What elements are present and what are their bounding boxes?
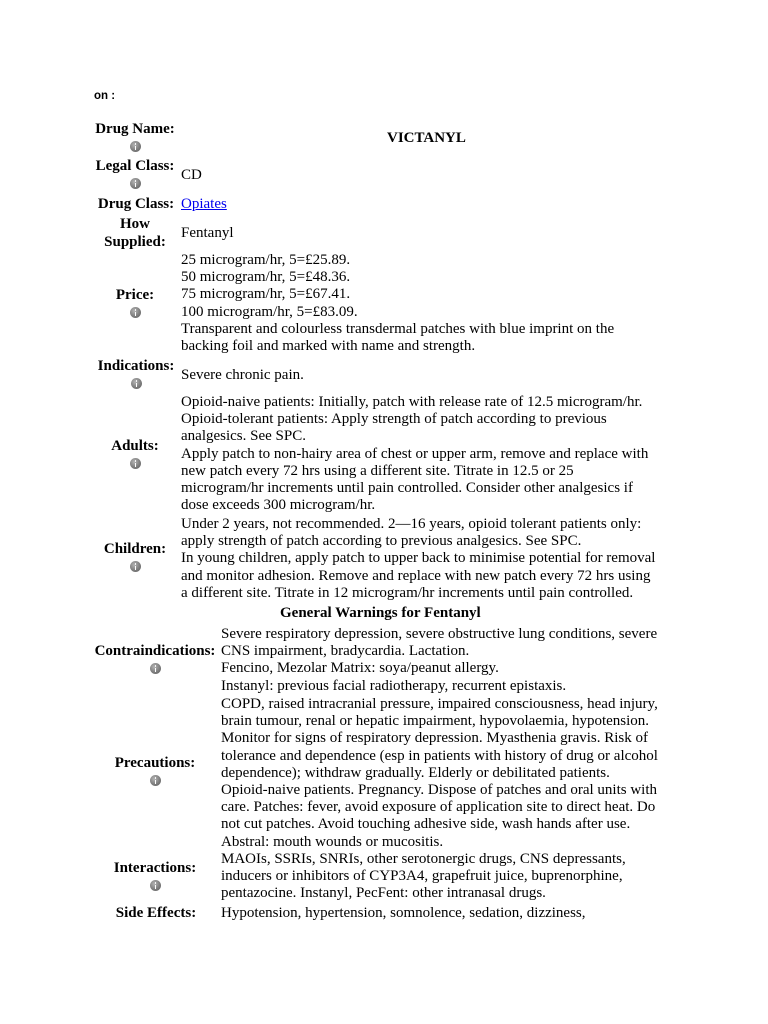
text-line: Monitor for signs of respiratory depression. Myasthenia gravis. Risk of [221,730,649,747]
how-supplied-label-block [98,216,172,251]
info-icon[interactable] [130,178,141,189]
side-effects-label: Side Effects: [115,905,197,921]
legal-class-label: Legal Class: [95,158,175,174]
text-line: inducers or inhibitors of CYP3A4, grapefruit juice, buprenorphine, [221,868,623,885]
how-supplied-value: Fentanyl [181,225,234,241]
info-icon[interactable] [150,880,161,891]
text-line: backing foil and marked with name and strength. [181,338,476,355]
general-warnings-title: General Warnings for Fentanyl [280,605,481,621]
text-line: Under 2 years, not recommended. 2—16 years, opioid tolerant patients only: [181,516,642,532]
text-line: In young children, apply patch to upper back to minimise potential for removal [181,550,656,567]
price-label: Price: [115,287,155,303]
precautions-label-block [112,755,198,786]
drug-class-link[interactable]: Opiates [181,196,227,212]
text-line: not cut patches. Avoid touching adhesive side, wash hands after use. [221,816,631,833]
contraindications-label-block [92,643,218,674]
text-line: Apply patch to non-hairy area of chest or upper arm, remove and replace with [181,445,649,462]
text-line: Opioid-naive patients: Initially, patch with release rate of 12.5 microgram/hr. [181,394,643,410]
text-line: Opioid-tolerant patients: Apply strength of patch according to previous [181,411,607,428]
text-line: CNS impairment, bradycardia. Lactation. [221,643,470,660]
text-line: apply strength of patch according to previous analgesics. See SPC. [181,533,582,550]
interactions-text [221,851,626,903]
children-label: Children: [103,541,167,557]
children-label-block [100,541,170,572]
text-line: dose exceeds 300 microgram/hr. [181,497,376,514]
text-line: microgram/hr increments until pain controlled. Consider other analgesics if [181,480,633,497]
children-text [181,516,655,602]
drug-name-label-block [94,121,176,152]
text-line: COPD, raised intracranial pressure, impaired consciousness, head injury, [221,696,658,712]
price-label-block [110,287,160,318]
text-line: Transparent and colourless transdermal patches with blue imprint on the [181,320,615,337]
info-icon[interactable] [130,458,141,469]
text-line: Opioid-naive patients. Pregnancy. Dispose of patches and oral units with [221,782,658,799]
indications-value: Severe chronic pain. [181,367,304,383]
text-line: a different site. Titrate in 12 microgram/hr increments until pain controlled. [181,584,634,601]
drug-class-value [181,196,227,213]
text-line: dependence); withdraw gradually. Elderly or debilitated patients. [221,764,610,781]
drug-name-value: VICTANYL [387,130,466,146]
text-line: analgesics. See SPC. [181,428,306,445]
text-line: Abstral: mouth wounds or mucositis. [221,833,444,850]
drug-class-label: Drug Class: [97,196,175,212]
contraindications-text [221,626,657,695]
price-text [181,252,614,355]
text-line: 50 microgram/hr, 5=£48.36. [181,269,351,286]
text-line: Fencino, Mezolar Matrix: soya/peanut allergy. [221,660,499,677]
text-line: tolerance and dependence (esp in patients with history of drug or alcohol [221,747,658,764]
adults-text [181,394,648,514]
text-line: 100 microgram/hr, 5=£83.09. [181,303,358,320]
text-line: care. Patches: fever, avoid exposure of application site to direct heat. Do [221,799,656,816]
interactions-label: Interactions: [113,860,197,876]
text-line: MAOIs, SSRIs, SNRIs, other serotonergic drugs, CNS depressants, [221,851,626,867]
page-header: on : [94,90,116,102]
text-line: Instanyl: previous facial radiotherapy, recurrent epistaxis. [221,677,567,694]
drug-class-label-block [96,196,176,213]
precautions-text [221,696,658,851]
interactions-label-block [111,860,199,891]
contraindications-label: Contraindications: [94,643,216,659]
text-line: brain tumour, renal or hepatic impairment, hypovolaemia, hypotension. [221,713,650,730]
text-line: and monitor adhesion. Remove and replace with new patch every 72 hrs using [181,567,651,584]
legal-class-label-block [93,158,177,189]
text-line: Severe respiratory depression, severe obstructive lung conditions, severe [221,626,658,642]
text-line: Hypotension, hypertension, somnolence, sedation, dizziness, [221,905,586,921]
text-line: 75 microgram/hr, 5=£67.41. [181,286,351,303]
text-line: new patch every 72 hrs using a different site. Titrate in 12.5 or 25 [181,462,574,479]
adults-label: Adults: [111,438,159,454]
side-effects-label-block [112,905,200,922]
info-icon[interactable] [130,141,141,152]
info-icon[interactable] [150,775,161,786]
text-line: pentazocine. Instanyl, PecFent: other intranasal drugs. [221,885,546,902]
text-line: 25 microgram/hr, 5=£25.89. [181,252,351,268]
indications-label: Indications: [97,358,175,374]
legal-class-value: CD [181,167,202,183]
drug-name-label: Drug Name: [95,121,175,137]
info-icon[interactable] [130,307,141,318]
indications-label-block [93,358,179,389]
info-icon[interactable] [130,561,141,572]
how-supplied-label-line2: Supplied: [104,234,166,250]
adults-label-block [106,438,164,469]
precautions-label: Precautions: [114,755,196,771]
side-effects-text [221,905,586,922]
info-icon[interactable] [131,378,142,389]
how-supplied-label-line1: How [120,216,150,232]
info-icon[interactable] [150,663,161,674]
